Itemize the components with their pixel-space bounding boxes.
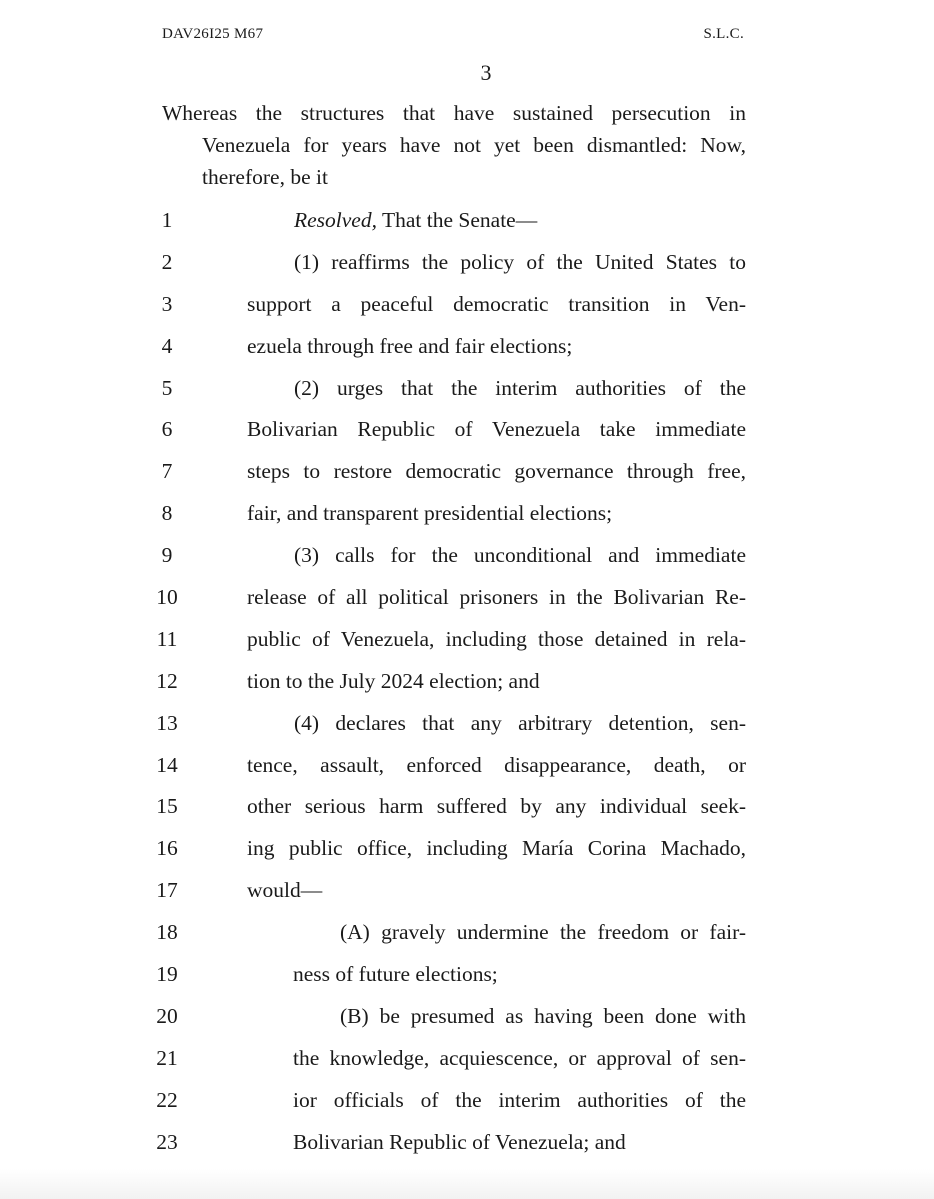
line-text: ness of future elections; [293, 962, 498, 987]
line-text: fair, and transparent presidential elections; [247, 501, 613, 526]
line-text: would— [247, 878, 323, 903]
whereas-line: Whereas the structures that have sustained persecution in [162, 101, 746, 125]
line-number: 19 [156, 962, 178, 987]
line-text: ezuela through free and fair elections; [247, 333, 573, 358]
resolved-label: Resolved, [294, 208, 377, 232]
line-text: the knowledge, acquiescence, or approval of sen- [293, 1045, 746, 1070]
line-number: 14 [156, 752, 178, 777]
line-number: 7 [161, 459, 173, 484]
line-number: 10 [156, 585, 178, 610]
numbered-line [0, 831, 934, 873]
line-number: 21 [156, 1045, 178, 1070]
numbered-line [0, 371, 934, 413]
numbered-line [0, 412, 934, 454]
numbered-line [0, 203, 934, 245]
numbered-line [0, 1041, 934, 1083]
numbered-line [0, 873, 934, 915]
line-number: 5 [161, 375, 173, 400]
line-number: 22 [156, 1087, 178, 1112]
line-text: (2) urges that the interim authorities of the [294, 375, 746, 400]
numbered-line [0, 748, 934, 790]
whereas-line: Venezuela for years have not yet been dismantled: Now, [202, 133, 746, 157]
line-text: other serious harm suffered by any individual seek- [247, 794, 746, 819]
line-number: 18 [156, 920, 178, 945]
office-code: S.L.C. [703, 26, 744, 42]
line-text: (A) gravely undermine the freedom or fair- [340, 920, 746, 945]
line-text: ior officials of the interim authorities of the [293, 1087, 746, 1112]
line-text: (4) declares that any arbitrary detention, sen- [294, 710, 746, 735]
line-text: Resolved, That the Senate— [294, 208, 538, 232]
line-text: Bolivarian Republic of Venezuela take immediate [247, 417, 746, 442]
line-text: support a peaceful democratic transition in Ven- [247, 291, 746, 316]
line-text: (3) calls for the unconditional and immediate [294, 543, 746, 568]
numbered-line [0, 999, 934, 1041]
numbered-line [0, 789, 934, 831]
numbered-line [0, 580, 934, 622]
numbered-line [0, 538, 934, 580]
line-number: 4 [161, 333, 173, 358]
line-number: 2 [161, 249, 173, 274]
numbered-line [0, 454, 934, 496]
line-text: tion to the July 2024 election; and [247, 668, 540, 693]
numbered-line [0, 664, 934, 706]
whereas-clause [162, 97, 746, 193]
line-number: 20 [156, 1003, 178, 1028]
numbered-line [0, 622, 934, 664]
line-text: (1) reaffirms the policy of the United States to [294, 249, 746, 274]
resolution-body [0, 203, 934, 1166]
page-number: 3 [480, 60, 492, 85]
line-text: public of Venezuela, including those detained in rela- [247, 626, 746, 651]
line-text: Bolivarian Republic of Venezuela; and [293, 1129, 626, 1154]
line-number: 1 [161, 208, 173, 232]
numbered-line [0, 957, 934, 999]
line-number: 6 [161, 417, 173, 442]
numbered-line [0, 706, 934, 748]
line-text: tence, assault, enforced disappearance, death, or [247, 752, 746, 777]
numbered-line [0, 329, 934, 371]
line-number: 23 [156, 1129, 178, 1154]
line-number: 16 [156, 836, 178, 861]
numbered-line [0, 1083, 934, 1125]
line-number: 12 [156, 668, 178, 693]
line-number: 13 [156, 710, 178, 735]
numbered-line [0, 287, 934, 329]
line-number: 17 [156, 878, 178, 903]
document-id: DAV26I25 M67 [162, 26, 264, 42]
line-text: release of all political prisoners in the Bolivarian Re- [247, 585, 746, 610]
numbered-line [0, 915, 934, 957]
whereas-line: therefore, be it [202, 165, 328, 189]
line-text: ing public office, including María Corina Machado, [247, 836, 746, 861]
numbered-line [0, 496, 934, 538]
numbered-line [0, 1125, 934, 1167]
line-number: 15 [156, 794, 178, 819]
line-text: (B) be presumed as having been done with [340, 1003, 746, 1028]
line-number: 3 [161, 291, 173, 316]
numbered-line [0, 245, 934, 287]
line-text: steps to restore democratic governance through free, [247, 459, 746, 484]
line-number: 11 [156, 626, 178, 651]
line-number: 9 [161, 543, 173, 568]
line-number: 8 [161, 501, 173, 526]
